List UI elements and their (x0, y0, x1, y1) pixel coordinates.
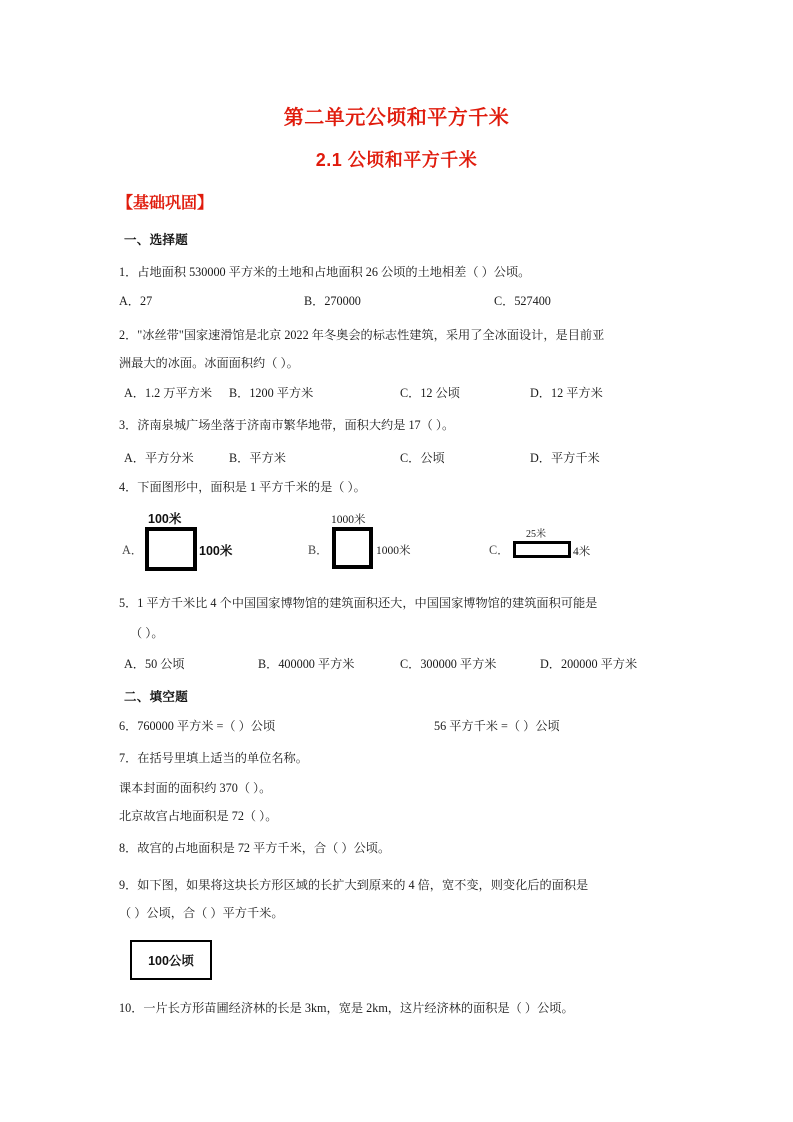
figure-option-a-letter: A． (122, 543, 143, 557)
page-title-main: 第二单元公顷和平方千米 (283, 107, 510, 129)
question-1-text: 1．占地面积 530000 平方米的土地和占地面积 26 公顷的土地相差（ ）公顷。 (119, 265, 531, 279)
question-3-option-a[interactable]: A．平方分米 (124, 451, 194, 465)
question-5-option-b[interactable]: B．400000 平方米 (258, 657, 355, 671)
question-9-text-line2: （ ）公顷，合（ ）平方千米。 (119, 906, 284, 920)
figure-option-c-rectangle (513, 541, 571, 558)
page-title-sub: 2.1 公顷和平方千米 (315, 150, 478, 170)
question-9-figure-box-label: 100公顷 (148, 954, 194, 968)
question-5-option-a[interactable]: A．50 公顷 (124, 657, 185, 671)
figure-option-b-square (332, 527, 373, 569)
figure-option-c-letter: C． (489, 543, 510, 557)
question-1-option-c[interactable]: C．527400 (494, 294, 551, 308)
question-7-subline-1: 课本封面的面积约 370（ ）。 (119, 781, 272, 795)
figure-option-b-top-label: 1000米 (331, 514, 366, 526)
figure-option-a-square (145, 527, 197, 571)
question-5-option-c[interactable]: C．300000 平方米 (400, 657, 497, 671)
question-8-text: 8．故宫的占地面积是 72 平方千米，合（ ）公顷。 (119, 841, 391, 855)
question-5-text-line2: （ ）。 (130, 626, 164, 640)
question-2-text-line2: 洲最大的冰面。冰面面积约（ ）。 (119, 356, 299, 370)
question-5-option-d[interactable]: D．200000 平方米 (540, 657, 638, 671)
question-9-figure-box (130, 940, 212, 980)
question-6-text-right: 56 平方千米 =（ ）公顷 (434, 719, 560, 733)
question-6-text-left: 6．760000 平方米 =（ ）公顷 (119, 719, 276, 733)
heading-part-one: 一、选择题 (124, 233, 189, 247)
question-7-text: 7．在括号里填上适当的单位名称。 (119, 751, 308, 765)
figure-option-a-top-label: 100米 (148, 512, 182, 526)
figure-option-c-side-label: 4米 (573, 546, 591, 558)
question-10-text: 10．一片长方形苗圃经济林的长是 3km，宽是 2km，这片经济林的面积是（ ）公顷。 (119, 1001, 574, 1015)
figure-option-b-letter: B． (308, 543, 329, 557)
heading-part-two: 二、填空题 (124, 690, 189, 704)
figure-option-b-side-label: 1000米 (376, 545, 411, 557)
figure-option-a-side-label: 100米 (199, 544, 233, 558)
question-4-text: 4．下面图形中，面积是 1 平方千米的是（ ）。 (119, 480, 366, 494)
question-3-option-c[interactable]: C．公顷 (400, 451, 445, 465)
question-5-text-line1: 5．1 平方千米比 4 个中国国家博物馆的建筑面积还大，中国国家博物馆的建筑面积可能是 (119, 596, 598, 610)
question-3-option-d[interactable]: D．平方千米 (530, 451, 600, 465)
question-2-option-c[interactable]: C．12 公顷 (400, 386, 460, 400)
question-2-option-b[interactable]: B．1200 平方米 (229, 386, 314, 400)
question-3-option-b[interactable]: B．平方米 (229, 451, 286, 465)
question-1-option-b[interactable]: B．270000 (304, 294, 361, 308)
question-9-text-line1: 9．如下图，如果将这块长方形区域的长扩大到原来的 4 倍，宽不变，则变化后的面积是 (119, 878, 589, 892)
question-4-figure (0, 505, 793, 575)
question-2-option-d[interactable]: D．12 平方米 (530, 386, 603, 400)
question-2-option-a[interactable]: A．1.2 万平方米 (124, 386, 213, 400)
figure-option-c-top-label: 25米 (526, 529, 546, 540)
question-3-text: 3．济南泉城广场坐落于济南市繁华地带，面积大约是 17（ ）。 (119, 418, 455, 432)
question-2-text-line1: 2．"冰丝带"国家速滑馆是北京 2022 年冬奥会的标志性建筑，采用了全冰面设计，是目前亚 (119, 328, 605, 342)
section-label-basic: 【基础巩固】 (117, 195, 214, 212)
question-1-option-a[interactable]: A．27 (119, 294, 153, 308)
question-7-subline-2: 北京故宫占地面积是 72（ ）。 (119, 809, 278, 823)
